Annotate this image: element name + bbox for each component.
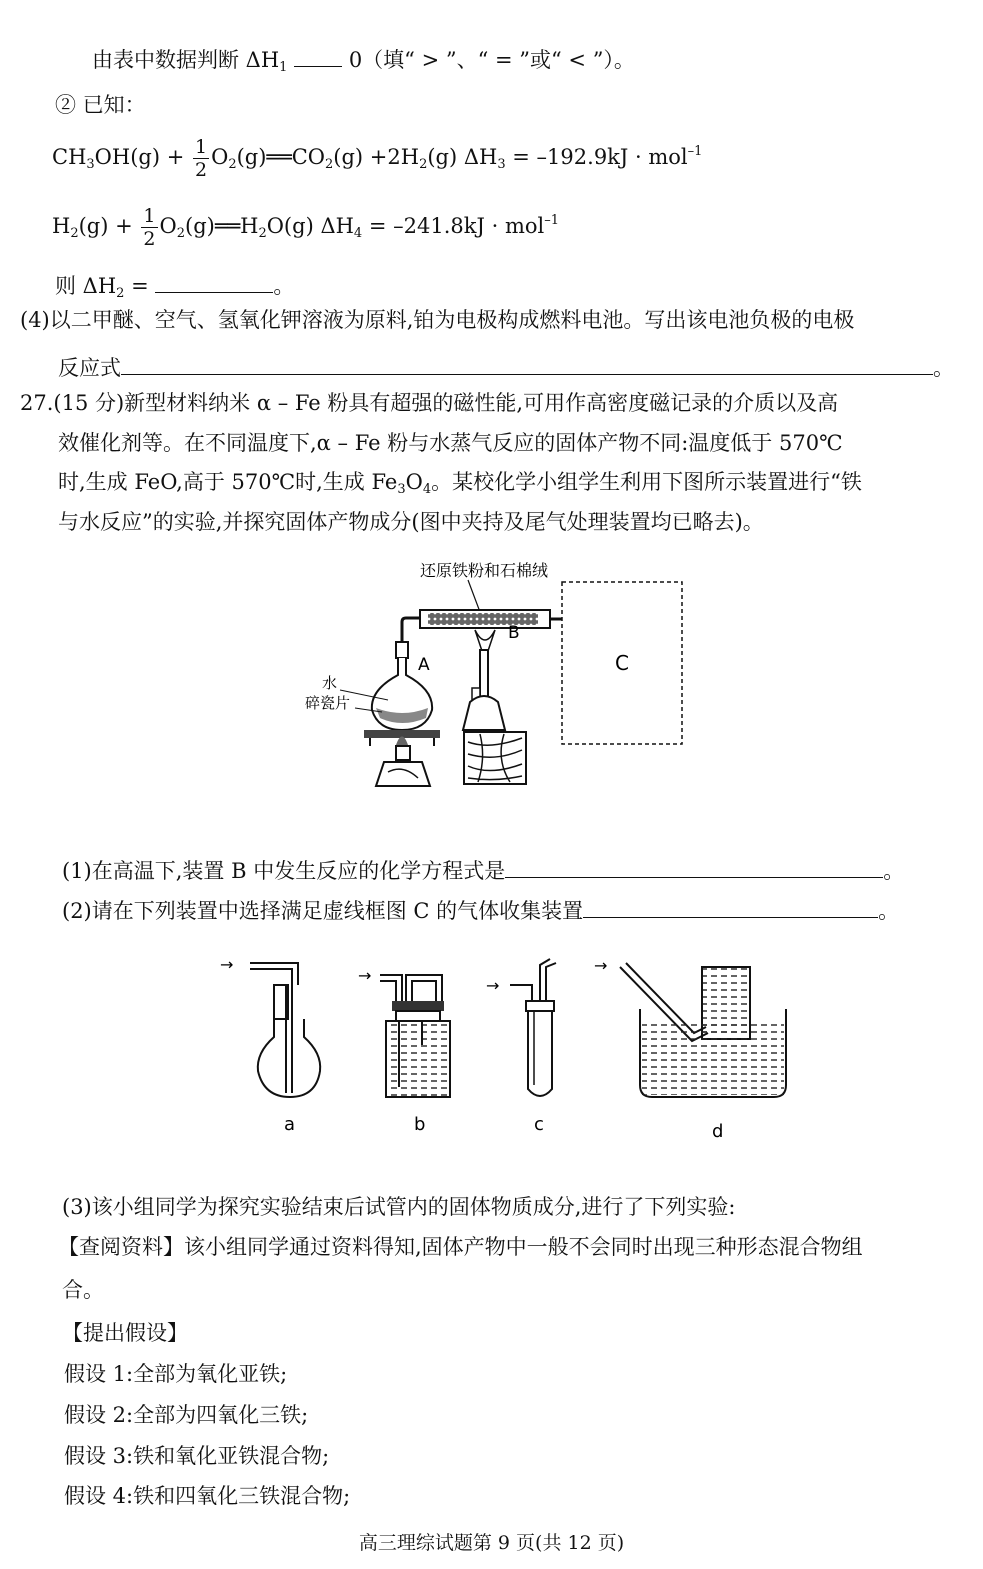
question-27-line-2: 效催化剂等。在不同温度下,α – Fe 粉与水蒸气反应的固体产物不同:温度低于 570℃: [58, 431, 843, 455]
subquestion-3: (3)该小组同学为探究实验结束后试管内的固体物质成分,进行了下列实验:: [62, 1195, 736, 1219]
line-known: ② 已知：: [55, 93, 146, 117]
line-delta-h1: 由表中数据判断 $\Delta H_1$ 0（填“ > ”、“ = ”或“ < ”）。: [92, 44, 635, 83]
hypothesis-2: 假设 2:全部为四氧化三铁;: [64, 1403, 309, 1427]
label-device-d: d: [712, 1121, 724, 1142]
label-c: C: [615, 651, 629, 675]
device-c[interactable]: [486, 959, 556, 1135]
label-b: B: [508, 623, 520, 643]
hypothesis-3: 假设 3:铁和氧化亚铁混合物;: [64, 1444, 330, 1468]
hypothesis-1: 假设 1:全部为氧化亚铁;: [64, 1362, 288, 1386]
answer-blank[interactable]: [505, 855, 883, 878]
answer-blank[interactable]: [121, 352, 933, 375]
iron-powder-fill: [428, 613, 538, 625]
answer-blank[interactable]: [294, 44, 342, 67]
line-delta-h2: 则 $\Delta H_2$ = 。: [55, 270, 294, 309]
equation-1: $CH_3OH(g)$ + $\frac{1}{2}$ $O_2(g)══CO_2(g) +2H_2(g) \Delta H_3 = -192.9kJ \cdot mol^{-1}$: [52, 136, 703, 181]
svg-text:→: →: [220, 955, 234, 974]
subquestion-2: (2)请在下列装置中选择满足虚线框图 C 的气体收集装置 。: [62, 895, 899, 926]
svg-text:→: →: [358, 966, 372, 985]
burner-a: [376, 762, 430, 786]
question-27-line-3: 时,生成 FeO,高于 570℃时,生成 $Fe_3O_4$。某校化学小组学生利用下图所示装置进行“铁: [58, 470, 862, 497]
subquestion-1: (1)在高温下,装置 B 中发生反应的化学方程式是 。: [62, 855, 904, 886]
page-footer: 高三理综试题第 9 页(共 12 页): [358, 1532, 625, 1554]
answer-blank[interactable]: [583, 895, 878, 918]
fraction-half: $\frac{1}{2}$: [143, 205, 156, 250]
fraction-half: $\frac{1}{2}$: [195, 136, 208, 181]
device-a[interactable]: [220, 955, 320, 1135]
hypothesis-4: 假设 4:铁和四氧化三铁混合物;: [64, 1484, 351, 1508]
apparatus-figure: [300, 550, 700, 800]
propose-hypothesis-heading: 【提出假设】: [62, 1321, 188, 1345]
reference-materials: 【查阅资料】该小组同学通过资料得知,固体产物中一般不会同时出现三种形态混合物组: [58, 1235, 863, 1259]
collection-devices-figure: [210, 945, 800, 1155]
device-b[interactable]: [358, 966, 450, 1135]
label-iron-powder: 还原铁粉和石棉绒: [420, 561, 549, 580]
lamp-b: [463, 696, 505, 730]
question-27-line-4: 与水反应”的实验,并探究固体产物成分(图中夹持及尾气处理装置均已略去)。: [58, 510, 764, 534]
answer-blank[interactable]: [155, 270, 273, 293]
svg-text:→: →: [486, 976, 500, 995]
label-water: 水: [322, 674, 338, 692]
question-4: (4)以二甲醚、空气、氢氧化钾溶液为原料,铂为电极构成燃料电池。写出该电池负极的电极: [20, 308, 855, 332]
svg-text:→: →: [594, 956, 608, 975]
device-d[interactable]: [594, 956, 786, 1142]
question-4-answer-line: 反应式 。: [58, 352, 954, 383]
label-device-a: a: [284, 1114, 296, 1135]
label-a: A: [418, 655, 430, 675]
label-porcelain: 碎瓷片: [305, 694, 351, 712]
label-device-b: b: [414, 1114, 426, 1135]
equation-2: $H_2(g)$ + $\frac{1}{2}$ $O_2(g)══H_2O(g) \Delta H_4 = -241.8kJ \cdot mol^{-1}$: [52, 205, 559, 250]
reference-materials-cont: 合。: [62, 1278, 104, 1302]
question-27-line-1: 27.(15 分)新型材料纳米 α – Fe 粉具有超强的磁性能,可用作高密度磁记录的介质以及高: [20, 391, 839, 415]
label-device-c: c: [534, 1114, 544, 1135]
